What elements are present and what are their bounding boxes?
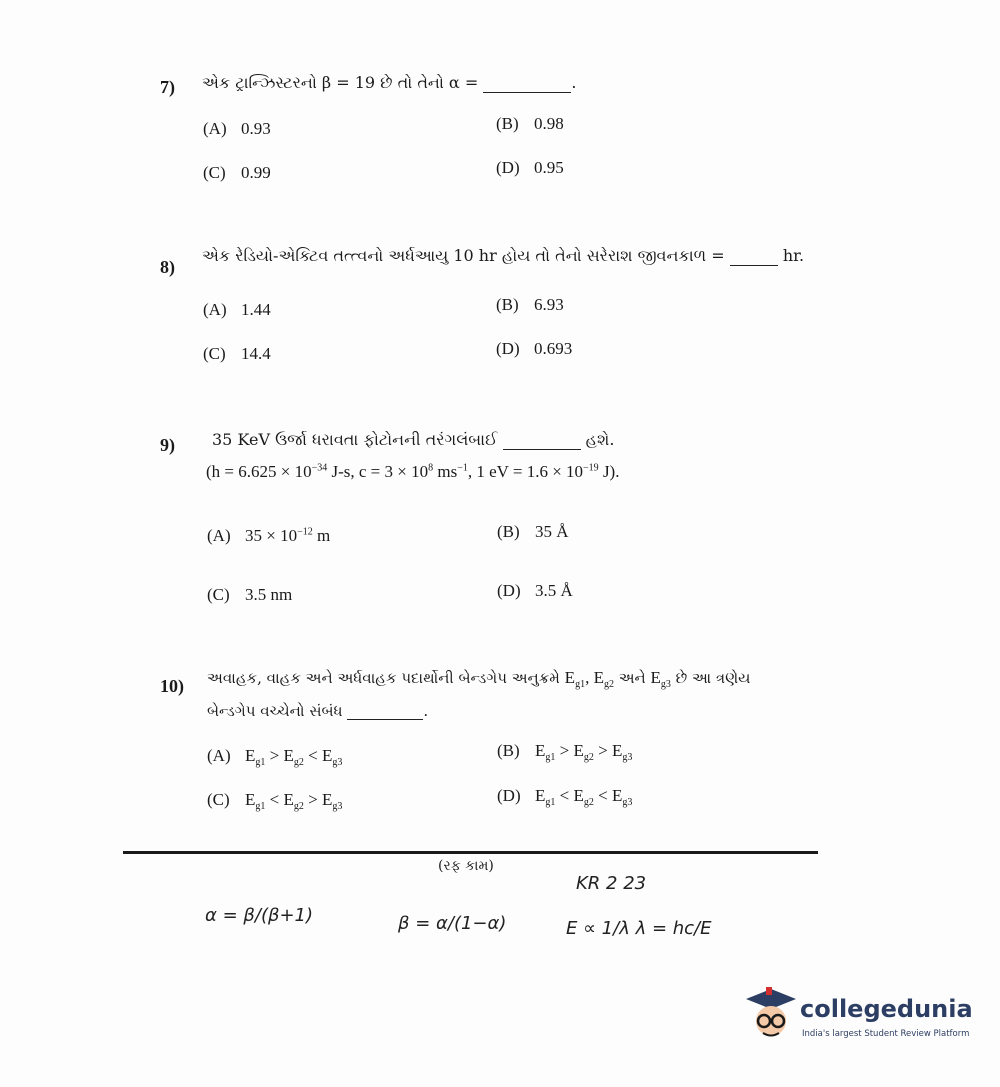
question-text	[202, 246, 804, 266]
question-end: hr.	[782, 246, 805, 265]
unit: ms	[433, 462, 458, 481]
energy-symbol: E	[593, 668, 604, 687]
option-value: 3.5 nm	[245, 585, 293, 604]
option-value: 1.44	[241, 300, 271, 319]
energy-symbol: E	[650, 668, 661, 687]
planck-constant: (h = 6.625 × 10	[206, 462, 312, 481]
question-stem-end: છે આ ત્રણેય	[670, 669, 751, 687]
option-a	[203, 119, 271, 139]
operator: <	[269, 790, 280, 809]
question-stem: 35 KeV ઉર્જા ધરાવતા ફોટોનની તરંગલંબાઈ	[212, 430, 498, 449]
option-value: 0.98	[534, 114, 564, 133]
option-value: 35 Å	[535, 522, 569, 541]
question-stem: બેન્ડગેપ વચ્ચેનો સંબંધ	[207, 702, 343, 720]
option-label: (B)	[496, 114, 519, 133]
option-c	[203, 344, 271, 364]
option-label: (B)	[497, 741, 520, 760]
option-label: (A)	[207, 526, 231, 545]
operator: <	[308, 746, 318, 765]
option-value: 0.93	[241, 119, 271, 138]
option-b	[496, 114, 564, 134]
electron-volt: , 1 eV = 1.6 × 10	[467, 462, 584, 481]
option-value: 0.95	[534, 158, 564, 177]
option-label: (C)	[207, 790, 230, 809]
unit: m	[312, 526, 331, 545]
option-b	[496, 295, 564, 315]
question-text	[212, 430, 614, 450]
option-d	[496, 339, 572, 359]
option-label: (D)	[497, 581, 521, 600]
exponent: −34	[311, 462, 328, 474]
logo-tagline: India's largest Student Review Platform	[802, 1029, 970, 1039]
option-value: 0.693	[534, 339, 573, 358]
option-label: (D)	[497, 786, 521, 805]
divider-line	[123, 851, 818, 854]
constants-line	[206, 462, 619, 482]
question-number: 9)	[160, 435, 175, 455]
question-number: 8)	[160, 257, 175, 277]
logo-wordmark: collegedunia	[800, 995, 973, 1023]
option-a: (A) $E_{g1} > E_{g2} < E_{g3}$	[207, 746, 343, 768]
option-c: (C) $E_{g1} < E_{g2} > E_{g3}$	[207, 790, 343, 812]
option-label: (B)	[496, 295, 519, 314]
option-c	[207, 585, 292, 605]
operator: >	[598, 741, 608, 760]
option-label: (D)	[496, 158, 520, 177]
handwritten-note-beta: β = α/(1−α)	[398, 913, 507, 934]
option-c	[203, 163, 271, 183]
option-label: (C)	[207, 585, 230, 604]
question-number: 7)	[160, 77, 175, 97]
answer-blank	[483, 73, 571, 93]
answer-blank	[347, 701, 423, 720]
answer-blank	[730, 246, 778, 266]
option-a	[207, 526, 330, 546]
subscript: g2	[603, 679, 614, 690]
exponent: −1	[457, 462, 468, 474]
exponent: 8	[428, 462, 434, 474]
question-stem: અવાહક, વાહક અને અર્ધવાહક પદાર્થોની બેન્ડગેપ અનુક્રમે	[207, 669, 560, 687]
option-value: 35 × 10	[245, 526, 298, 545]
handwritten-note-code: KR 2 23	[576, 873, 647, 894]
question-stem: એક ટ્રાન્ઝિસ્ટરનો β = 19 છે તો તેનો α =	[202, 73, 479, 92]
energy-symbol: E	[564, 668, 576, 687]
option-label: (A)	[207, 746, 231, 765]
option-label: (C)	[203, 344, 226, 363]
operator: >	[308, 790, 318, 809]
option-a	[203, 300, 271, 320]
option-label: (A)	[203, 300, 227, 319]
option-d	[497, 581, 573, 601]
question-text-line1	[207, 668, 750, 690]
subscript: g3	[660, 679, 671, 690]
collegedunia-logo	[744, 985, 974, 1055]
option-label: (C)	[203, 163, 226, 182]
option-label: (D)	[496, 339, 520, 358]
option-value: 6.93	[534, 295, 564, 314]
question-stem: એક રેડિયો-એક્ટિવ તત્ત્વનો અર્ધઆયુ 10 hr હોય તો તેનો સરેરાશ જીવનકાળ =	[202, 246, 725, 265]
operator: >	[559, 741, 570, 760]
graduate-mascot-icon	[744, 985, 798, 1045]
operator: <	[559, 786, 570, 805]
option-b	[497, 522, 569, 542]
question-end: હશે.	[585, 430, 615, 449]
option-value: 0.99	[241, 163, 271, 182]
question-text	[202, 73, 576, 93]
rough-work-label: (રફ કામ)	[438, 858, 494, 874]
conjunction: અને	[613, 669, 651, 687]
answer-blank	[503, 430, 581, 450]
separator: ,	[585, 668, 594, 687]
option-label: (B)	[497, 522, 520, 541]
question-end: .	[571, 73, 577, 92]
question-text-line2	[207, 701, 428, 720]
question-end: .	[423, 702, 429, 720]
speed-of-light: J-s, c = 3 × 10	[327, 462, 429, 481]
subscript: g1	[575, 679, 586, 690]
operator: <	[598, 786, 608, 805]
option-d: (D) $E_{g1} < E_{g2} < E_{g3}$	[497, 786, 633, 808]
option-value: 14.4	[241, 344, 271, 363]
operator: >	[269, 746, 280, 765]
option-label: (A)	[203, 119, 227, 138]
question-number: 10)	[160, 676, 184, 696]
handwritten-note-energy: E ∝ 1/λ λ = hc/E	[566, 918, 712, 939]
handwritten-note-alpha: α = β/(β+1)	[205, 905, 314, 926]
constants-end: J).	[598, 462, 620, 481]
option-d	[496, 158, 564, 178]
option-value: 3.5 Å	[535, 581, 573, 600]
option-b: (B) $E_{g1} > E_{g2} > E_{g3}$	[497, 741, 633, 763]
exponent: −19	[583, 462, 599, 474]
exponent: −12	[297, 526, 313, 538]
